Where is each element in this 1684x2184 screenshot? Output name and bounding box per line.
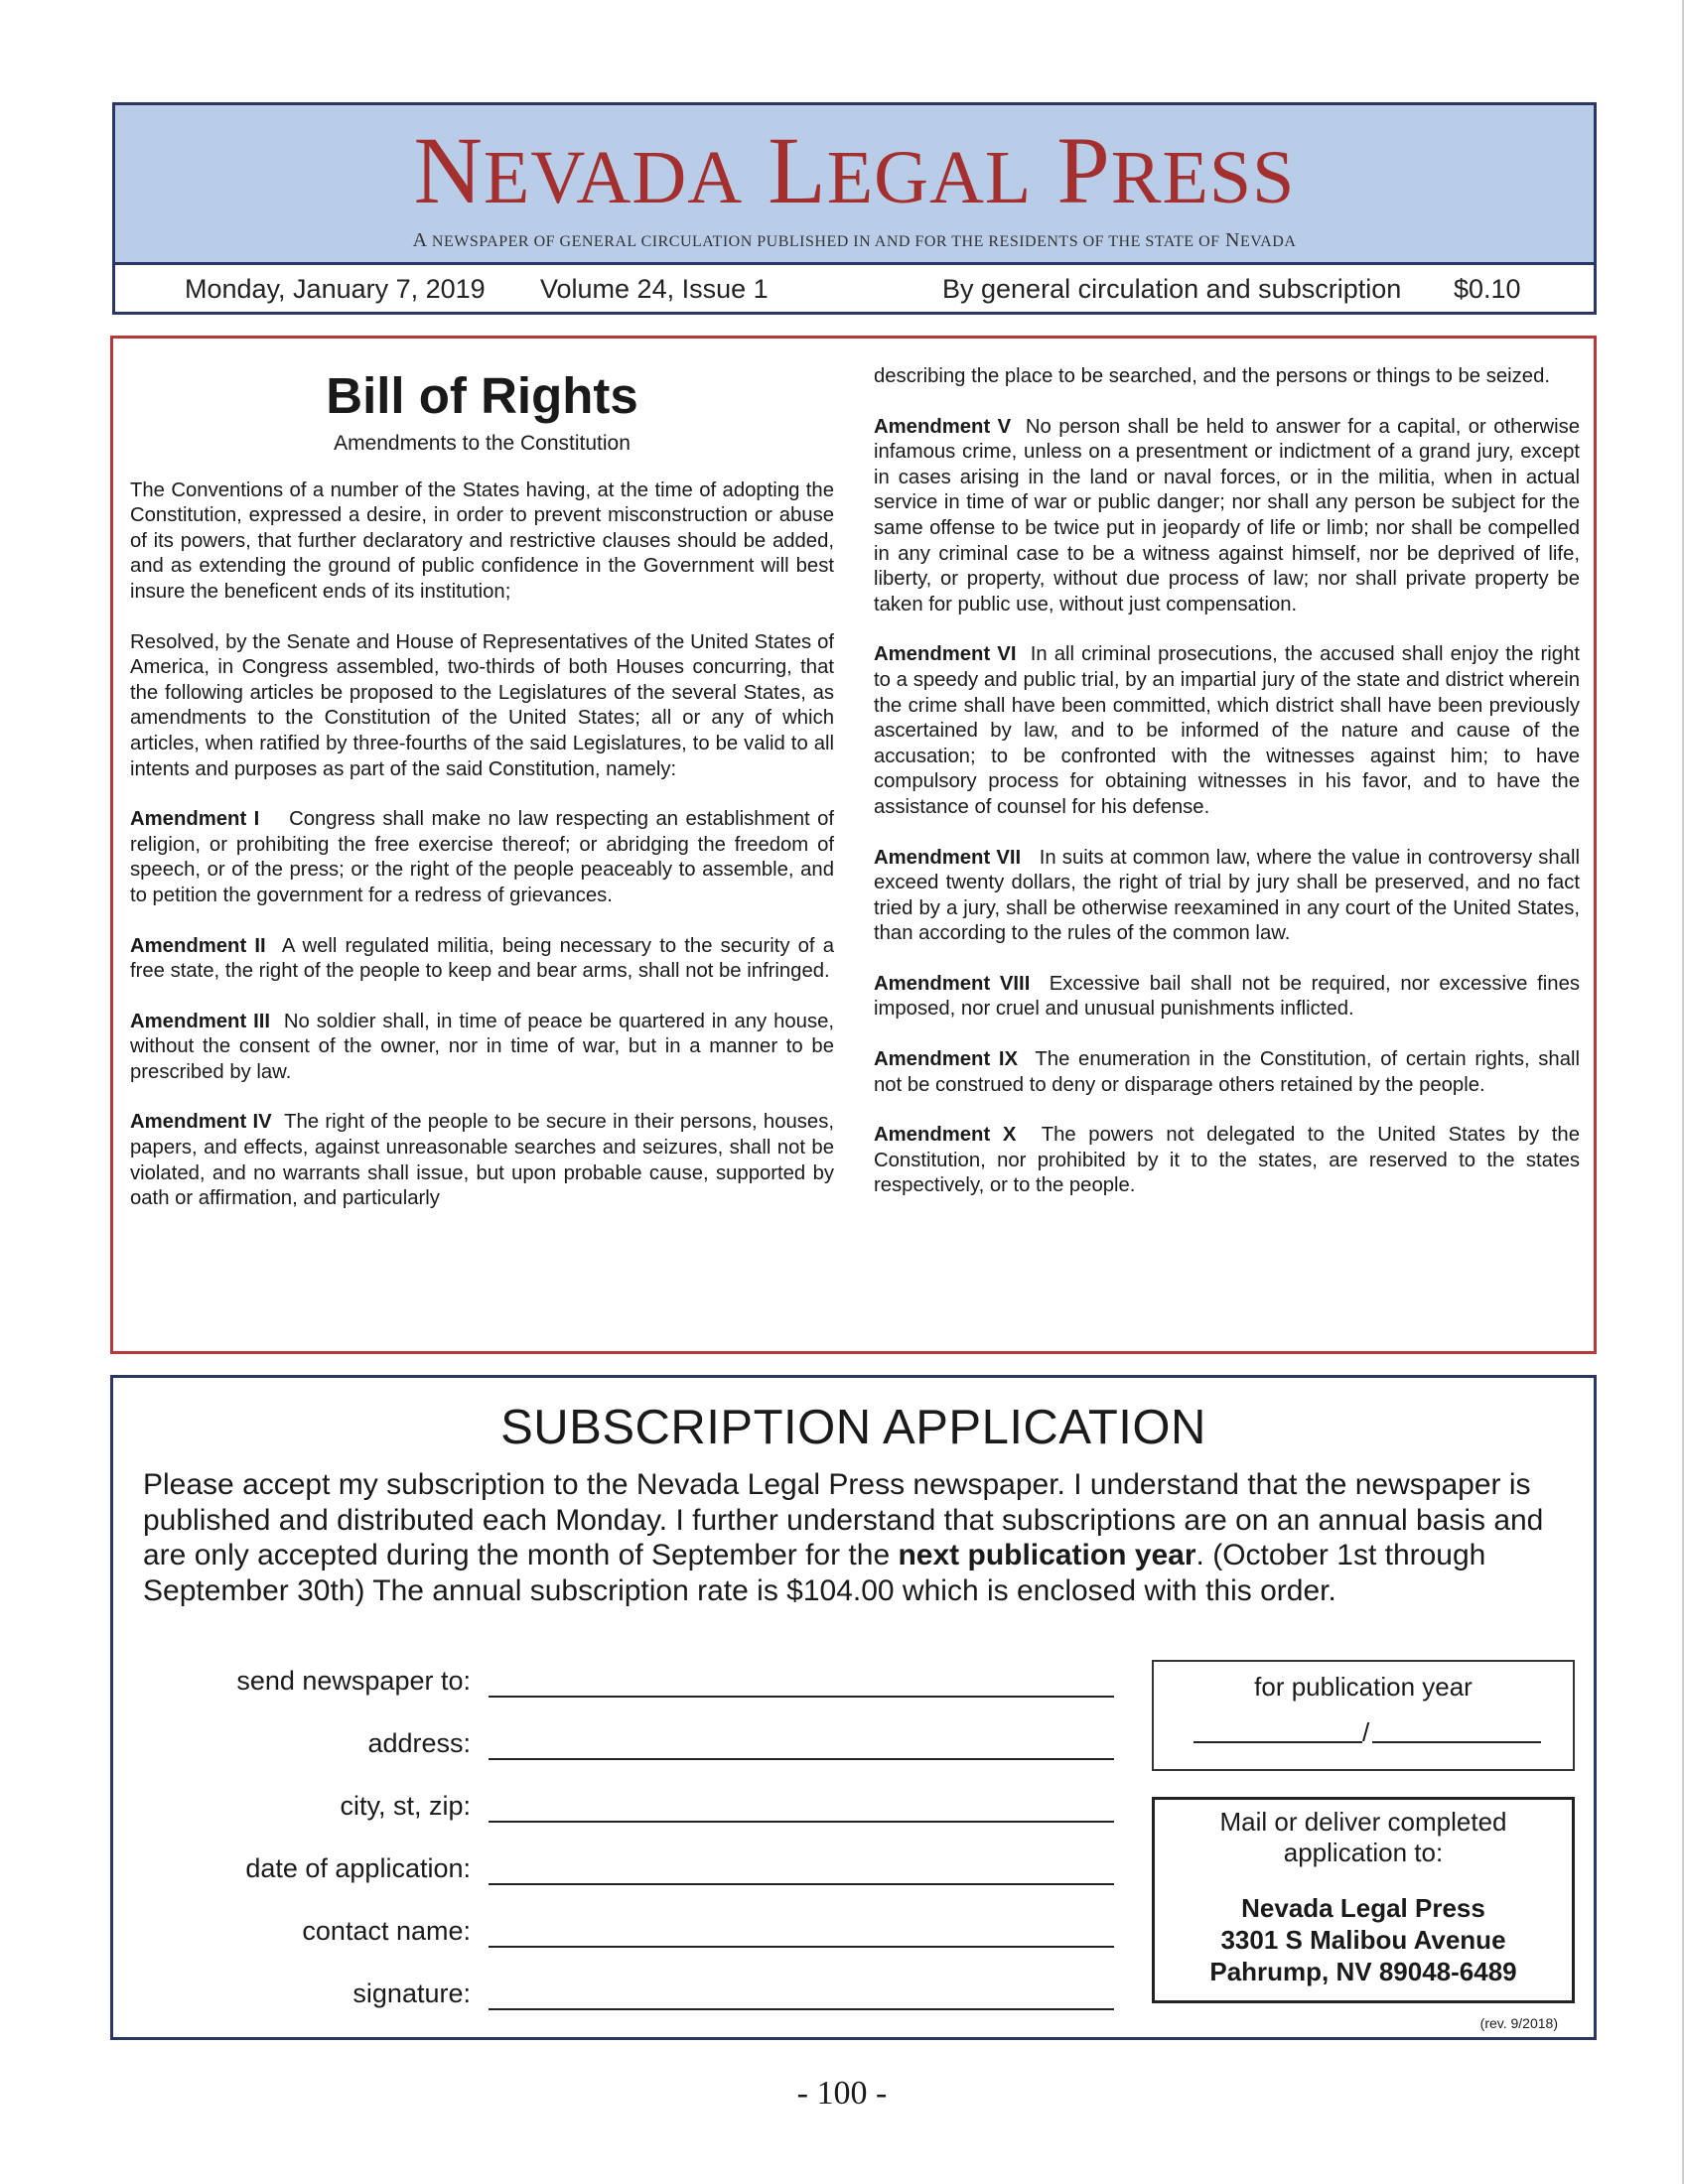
amendment-9: [874, 1047, 1580, 1098]
issue-volume: Volume 24, Issue 1: [540, 274, 769, 304]
revision-note: (rev. 9/2018): [1479, 2015, 1558, 2031]
send-newspaper-to-field[interactable]: [489, 1696, 1114, 1698]
amendment-label: Amendment VI: [874, 643, 1017, 666]
send-newspaper-to-row: [113, 1666, 1126, 1706]
field-label: address:: [367, 1728, 471, 1758]
issue-date: Monday, January 7, 2019: [185, 274, 486, 304]
city-st-zip-row: [113, 1791, 1126, 1831]
right-column: [874, 339, 1580, 1224]
amendment-4-continued: [874, 364, 1580, 390]
publication-year-slash: /: [1362, 1717, 1370, 1747]
city-st-zip-field[interactable]: [489, 1821, 1114, 1823]
amendment-4: [130, 1110, 834, 1211]
issue-price: $0.10: [1454, 274, 1521, 304]
address-field[interactable]: [489, 1758, 1114, 1760]
amendment-10: [874, 1123, 1580, 1199]
amendment-text: describing the place to be searched, and the persons or things to be seized.: [874, 365, 1550, 387]
page-number: - 100 -: [796, 2075, 888, 2112]
mail-recipient-name: Nevada Legal Press: [1241, 1893, 1485, 1923]
amendment-text: The enumeration in the Constitution, of certain rights, shall not be construed to deny or disparage others retained by the people.: [874, 1048, 1580, 1096]
amendment-8: [874, 972, 1580, 1023]
bill-of-rights-subtitle: Amendments to the Constitution: [334, 432, 631, 455]
date-of-application-row: [113, 1853, 1126, 1893]
field-label: send newspaper to:: [236, 1666, 471, 1696]
amendment-text: In suits at common law, where the value in controversy shall exceed twenty dollars, the right of trial by jury shall be preserved, and no fact tried by a jury, shall be otherwise reexamined in any court of the United States, than according to the rules of the common law.: [874, 846, 1580, 945]
contact-name-row: [113, 1916, 1126, 1956]
date-of-application-field[interactable]: [489, 1883, 1114, 1885]
subscription-application-form: [110, 1375, 1597, 2040]
field-label: city, st, zip:: [340, 1791, 471, 1821]
left-column: [130, 339, 834, 1237]
mail-city-state-zip: Pahrump, NV 89048-6489: [1209, 1957, 1517, 1986]
amendment-label: Amendment I: [130, 808, 260, 831]
amendment-text: Congress shall make no law respecting an establishment of religion, or prohibiting the free exercise thereof; or abridging the freedom of speech, or of the press; or the right of the people peaceably to assemble, and to petition the government for a redress of grievances.: [130, 808, 834, 906]
amendment-label: Amendment IV: [130, 1111, 272, 1134]
issue-info-bar: [115, 262, 1594, 312]
amendment-6: [874, 642, 1580, 820]
mailing-address-box: [1152, 1797, 1575, 2003]
resolution-paragraph: Resolved, by the Senate and House of Representatives of the United States of America, in Congress assembled, two-thirds of both Houses concurring, that the following articles be proposed to the Legislatures of the several States, as amendments to the Constitution of the United States; all or any of which articles, when ratified by three-fourths of the said Legislatures, to be valid to all intents and purposes as part of the said Constitution, namely:: [130, 630, 834, 780]
field-label: signature:: [352, 1979, 471, 2008]
amendment-label: Amendment V: [874, 415, 1012, 438]
amendment-text: In all criminal prosecutions, the accused shall enjoy the right to a speedy and public trial, by an impartial jury of the state and district wherein the crime shall have been committed, which district shall have been previously ascertained by law, and to be informed of the nature and cause of the accusation; to be confronted with the witnesses against him; to have compulsory process for obtaining witnesses in his favor, and to have the assistance of counsel for his defense.: [874, 643, 1580, 818]
preamble-paragraph: The Conventions of a number of the States having, at the time of adopting the Constitution, expressed a desire, in order to prevent misconstruction or abuse of its powers, that further declaratory and restrictive clauses should be added, and as extending the ground of public confidence in the Government will best insure the beneficent ends of its institution;: [130, 478, 834, 603]
amendment-7: [874, 846, 1580, 947]
amendment-label: Amendment IX: [874, 1048, 1019, 1071]
masthead: [112, 102, 1597, 315]
field-label: contact name:: [302, 1916, 471, 1946]
publication-year-end-field[interactable]: [1372, 1741, 1541, 1743]
amendment-text: Excessive bail shall not be required, nor excessive fines imposed, nor cruel and unusual punishments inflicted.: [874, 972, 1580, 1021]
subscription-title: SUBSCRIPTION APPLICATION: [500, 1401, 1206, 1454]
newspaper-subtitle: A NEWSPAPER OF GENERAL CIRCULATION PUBLISHED IN AND FOR THE RESIDENTS OF THE STATE OF NEVADA: [412, 229, 1297, 251]
publication-year-start-field[interactable]: [1193, 1741, 1362, 1743]
amendment-3: [130, 1010, 834, 1086]
amendment-text: The powers not delegated to the United States by the Constitution, nor prohibited by it to the states, are reserved to the states respectively, or to the people.: [874, 1124, 1580, 1197]
signature-field[interactable]: [489, 2008, 1114, 2010]
mail-street-address: 3301 S Malibou Avenue: [1220, 1925, 1506, 1955]
newspaper-title: NEVADA LEGAL PRESS: [413, 117, 1296, 223]
amendment-2: [130, 934, 834, 985]
signature-row: [113, 1979, 1126, 2018]
amendment-label: Amendment VII: [874, 846, 1022, 869]
amendment-label: Amendment X: [874, 1124, 1017, 1147]
field-label: date of application:: [245, 1853, 471, 1883]
amendment-5: [874, 415, 1580, 618]
bill-of-rights-title: Bill of Rights: [326, 367, 638, 424]
mail-instructions: Mail or deliver completed application to:: [1219, 1807, 1507, 1867]
amendment-1: [130, 807, 834, 908]
contact-name-field[interactable]: [489, 1946, 1114, 1948]
amendment-text: A well regulated militia, being necessary to the security of a free state, the right of the people to keep and bear arms, shall not be infringed.: [130, 934, 834, 983]
address-row: [113, 1728, 1126, 1768]
amendment-label: Amendment III: [130, 1010, 271, 1032]
publication-year-label: for publication year: [1254, 1672, 1473, 1702]
amendment-text: No person shall be held to answer for a capital, or otherwise infamous crime, unless on a presentment or indictment of a grand jury, except in cases arising in the land or naval forces, or in the militia, when in actual service in time of war or public danger; nor shall any person be subject for the same offense to be twice put in jeopardy of life or limb; nor shall be compelled in any criminal case to be a witness against himself, nor be deprived of life, liberty, or property, without due process of law; nor shall private property be taken for public use, without just compensation.: [874, 415, 1580, 615]
amendment-text: The right of the people to be secure in their persons, houses, papers, and effects, against unreasonable searches and seizures, shall not be violated, and no warrants shall issue, but upon probable cause, supported by oath or affirmation, and particularly: [130, 1111, 834, 1210]
amendment-text: No soldier shall, in time of peace be quartered in any house, without the consent of the owner, nor in time of war, but in a manner to be prescribed by law.: [130, 1010, 834, 1083]
circulation-note: By general circulation and subscription: [942, 274, 1402, 304]
bill-of-rights-section: [110, 336, 1597, 1354]
amendment-label: Amendment II: [130, 934, 266, 957]
subscription-terms: Please accept my subscription to the Nevada Legal Press newspaper. I understand that the newspaper is published and distributed each Monday. I further understand that subscriptions are on an annual basis and are only accepted during the month of September for the next publication year. (October 1st through September 30th) The annual subscription rate is $104.00 which is enclosed with this order.: [143, 1468, 1544, 1607]
publication-year-box: [1152, 1660, 1575, 1771]
amendment-label: Amendment VIII: [874, 972, 1031, 995]
